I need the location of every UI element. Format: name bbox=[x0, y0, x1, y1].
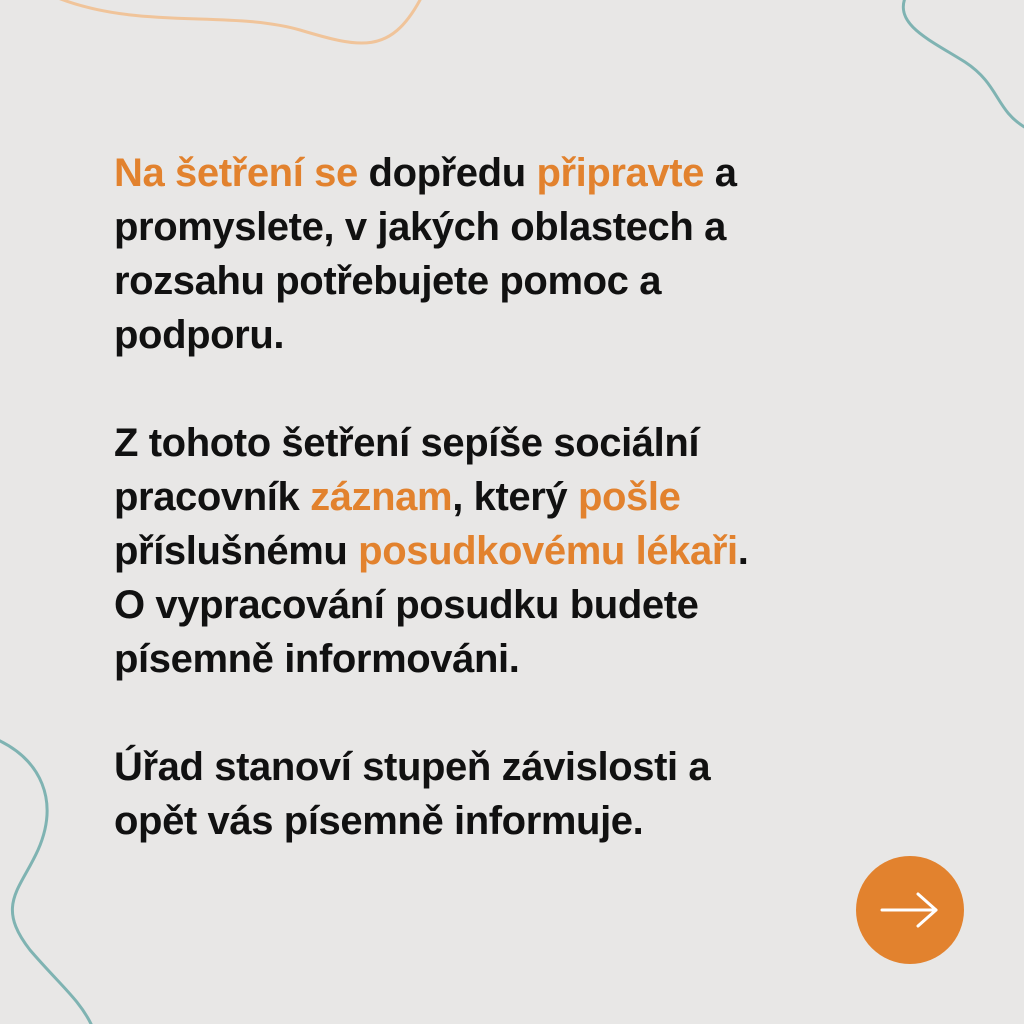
paragraph bbox=[114, 416, 914, 686]
highlighted-text: pošle bbox=[577, 475, 681, 519]
text-line bbox=[114, 524, 914, 578]
text-line bbox=[114, 308, 914, 362]
body-text: písemně informováni. bbox=[114, 637, 520, 681]
text-line bbox=[114, 146, 914, 200]
body-text: a bbox=[704, 151, 737, 195]
body-text: dopředu bbox=[357, 151, 537, 195]
paragraph bbox=[114, 146, 914, 362]
body-text: , který bbox=[452, 475, 578, 519]
main-text bbox=[114, 146, 914, 902]
text-line bbox=[114, 416, 914, 470]
body-text: podporu. bbox=[114, 313, 285, 357]
teal-curve-left bbox=[0, 740, 92, 1024]
body-text: Úřad stanoví stupeň závislosti a bbox=[114, 745, 711, 789]
body-text: rozsahu potřebujete pomoc a bbox=[114, 259, 662, 303]
text-line bbox=[114, 200, 914, 254]
teal-curve-top-right bbox=[903, 0, 1024, 128]
arrow-right-icon bbox=[878, 890, 942, 930]
orange-curve-top bbox=[58, 0, 420, 43]
body-text: promyslete, v jakých oblastech a bbox=[114, 205, 726, 249]
highlighted-text: Na šetření se bbox=[114, 151, 358, 195]
text-line bbox=[114, 740, 914, 794]
body-text: opět vás písemně informuje. bbox=[114, 799, 644, 843]
body-text: pracovník bbox=[114, 475, 311, 519]
highlighted-text: záznam bbox=[310, 475, 453, 519]
body-text: O vypracování posudku budete bbox=[114, 583, 699, 627]
text-line bbox=[114, 578, 914, 632]
body-text: . bbox=[737, 529, 749, 573]
paragraph bbox=[114, 740, 914, 848]
next-button[interactable] bbox=[856, 856, 964, 964]
highlighted-text: připravte bbox=[536, 151, 705, 195]
highlighted-text: posudkovému lékaři bbox=[358, 529, 738, 573]
text-line bbox=[114, 794, 914, 848]
text-line bbox=[114, 254, 914, 308]
body-text: příslušnému bbox=[114, 529, 359, 573]
text-line bbox=[114, 470, 914, 524]
text-line bbox=[114, 632, 914, 686]
body-text: Z tohoto šetření sepíše sociální bbox=[114, 421, 700, 465]
